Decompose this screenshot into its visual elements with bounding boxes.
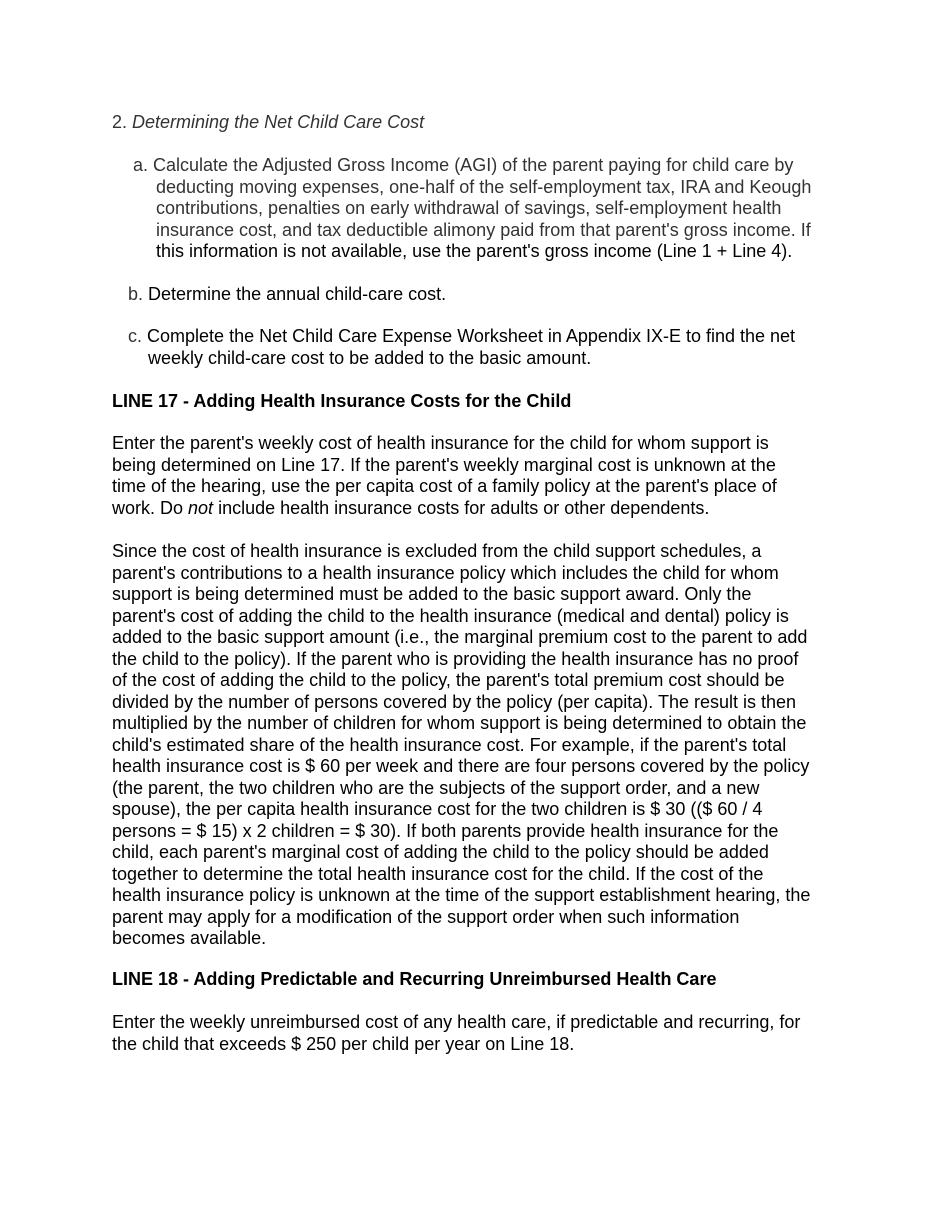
paragraph-line: health insurance cost is $ 60 per week and there are four persons covered by the policy bbox=[112, 756, 810, 776]
paragraph-line: time of the hearing, use the per capita cost of a family policy at the parent's place of bbox=[112, 476, 777, 496]
paragraph-line: multiplied by the number of children for whom support is being determined to obtain the bbox=[112, 713, 807, 733]
section-title: Determining the Net Child Care Cost bbox=[132, 112, 425, 132]
paragraph-line: support is being determined must be added to the basic support award. Only the bbox=[112, 584, 752, 604]
paragraph-line: spouse), the per capita health insurance cost for the two children is $ 30 (($ 60 / 4 bbox=[112, 799, 763, 819]
paragraph-line: child, each parent's marginal cost of adding the child to the policy should be added bbox=[112, 842, 769, 862]
paragraph-line: becomes available. bbox=[112, 928, 267, 948]
list-item-a bbox=[133, 155, 811, 263]
paragraph-line: of the cost of adding the child to the policy, the parent's total premium cost should be bbox=[112, 670, 785, 690]
text-run: include health insurance costs for adults or other dependents. bbox=[213, 497, 710, 518]
paragraph-line: (the parent, the two children who are the subjects of the support order, and a new bbox=[112, 777, 760, 798]
item-b-text: Determine the annual child-care cost. bbox=[148, 284, 447, 304]
section-number: 2. bbox=[112, 112, 128, 132]
paragraph-line: added to the basic support amount (i.e., the marginal premium cost to the parent to add bbox=[112, 627, 808, 647]
item-a-line: deducting moving expenses, one-half of the self-employment tax, IRA and Keough bbox=[156, 176, 812, 197]
paragraph-line: Enter the parent's weekly cost of health insurance for the child for whom support is bbox=[112, 433, 769, 453]
item-c-line: weekly child-care cost to be added to the basic amount. bbox=[148, 347, 592, 368]
paragraph-line: being determined on Line 17. If the parent's weekly marginal cost is unknown at the bbox=[112, 454, 776, 475]
text-run: work. Do bbox=[112, 497, 189, 518]
paragraph-line: Enter the weekly unreimbursed cost of any health care, if predictable and recurring, for bbox=[112, 1012, 801, 1032]
emphasis-text: not bbox=[188, 497, 214, 518]
paragraph-line: the child to the policy). If the parent who is providing the health insurance has no proof bbox=[112, 648, 799, 669]
line18-paragraph bbox=[112, 1012, 800, 1055]
item-b-label: b. bbox=[128, 284, 144, 304]
line18-heading: LINE 18 - Adding Predictable and Recurring Unreimbursed Health Care bbox=[112, 969, 717, 989]
item-a-line: this information is not available, use the parent's gross income (Line 1 + Line 4). bbox=[156, 241, 793, 261]
list-item-c bbox=[128, 326, 795, 369]
paragraph-line: health insurance policy is unknown at the time of the support establishment hearing, the bbox=[112, 885, 811, 905]
item-c-label: c. bbox=[128, 326, 143, 346]
line17-paragraph-1 bbox=[112, 433, 777, 519]
paragraph-line: together to determine the total health insurance cost for the child. If the cost of the bbox=[112, 863, 764, 884]
paragraph-line: the child that exceeds $ 250 per child per year on Line 18. bbox=[112, 1033, 575, 1054]
line17-paragraph-2 bbox=[112, 541, 810, 950]
item-a-line: Calculate the Adjusted Gross Income (AGI) of the parent paying for child care by bbox=[153, 155, 794, 175]
item-a-label: a. bbox=[133, 155, 149, 175]
paragraph-line: persons = $ 15) x 2 children = $ 30). If both parents provide health insurance for the bbox=[112, 820, 779, 841]
line17-heading: LINE 17 - Adding Health Insurance Costs for the Child bbox=[112, 391, 572, 411]
item-a-line: contributions, penalties on early withdrawal of savings, self-employment health bbox=[156, 198, 782, 218]
paragraph-line: child's estimated share of the health insurance cost. For example, if the parent's total bbox=[112, 734, 787, 755]
paragraph-line: divided by the number of persons covered by the policy (per capita). The result is then bbox=[112, 691, 797, 712]
paragraph-line: parent's cost of adding the child to the health insurance (medical and dental) policy is bbox=[112, 605, 789, 626]
section-heading bbox=[112, 112, 424, 134]
item-c-line: Complete the Net Child Care Expense Worksheet in Appendix IX-E to find the net bbox=[147, 326, 796, 346]
paragraph-line: parent's contributions to a health insurance policy which includes the child for whom bbox=[112, 562, 779, 583]
paragraph-line: parent may apply for a modification of the support order when such information bbox=[112, 906, 740, 927]
list-item-b bbox=[128, 284, 446, 306]
paragraph-line: Since the cost of health insurance is excluded from the child support schedules, a bbox=[112, 541, 762, 561]
paragraph-line bbox=[112, 498, 777, 520]
item-a-line: insurance cost, and tax deductible alimony paid from that parent's gross income. If bbox=[156, 219, 811, 240]
